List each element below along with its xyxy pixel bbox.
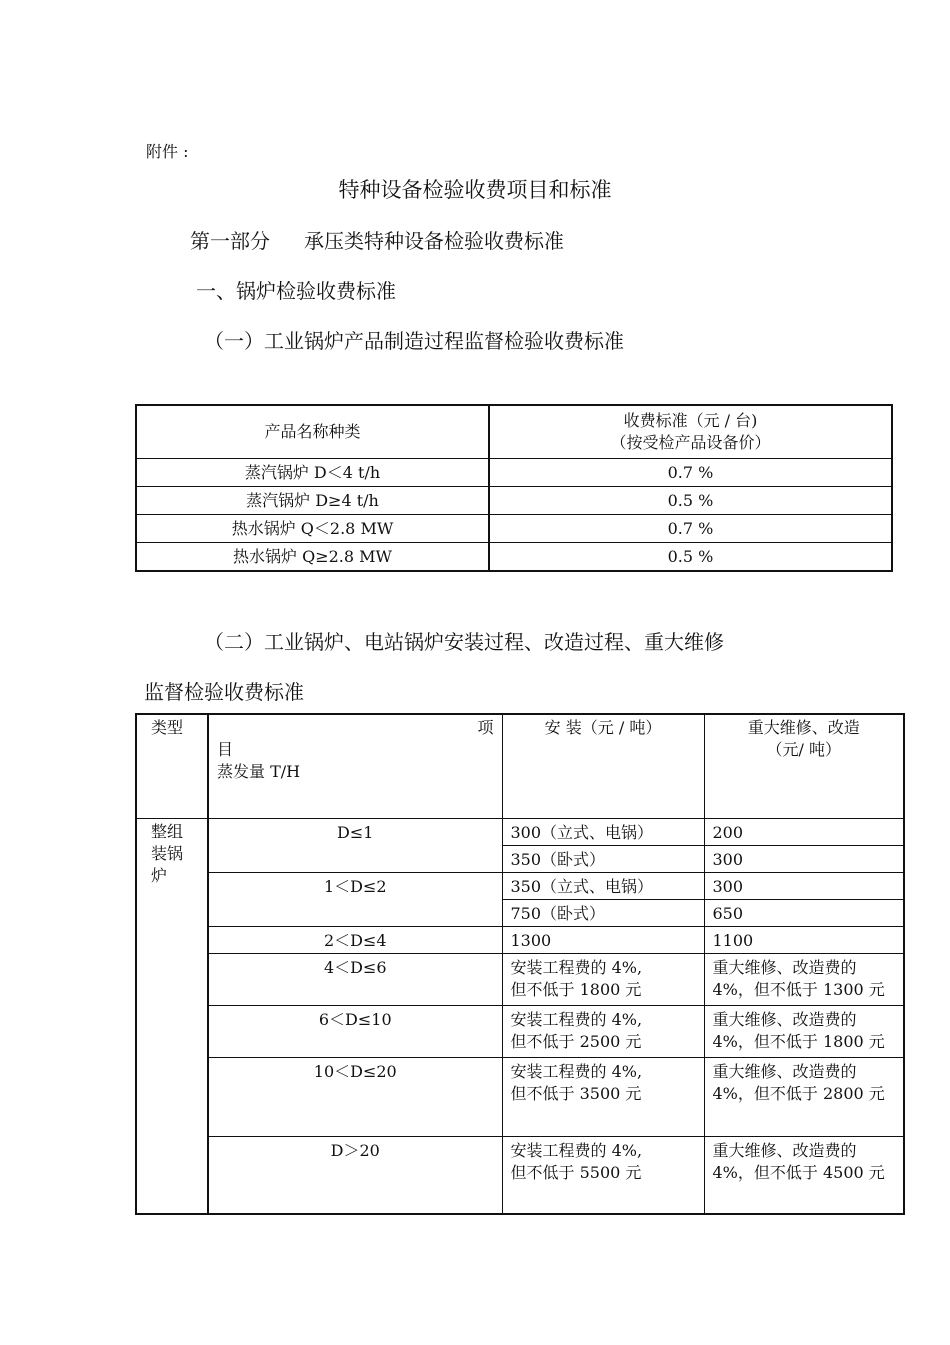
repair-fee-line: 4%，但不低于 1300 元 (712, 979, 885, 999)
repair-fee-line: 重大维修、改造费的 (712, 1009, 857, 1029)
header-fee-standard (489, 405, 892, 459)
repair-fee-cell: 200 (704, 818, 904, 845)
install-fee-line: 安装工程费的 4%, (510, 1140, 643, 1160)
install-fee-cell (502, 1005, 704, 1057)
repair-fee-cell (704, 1057, 904, 1136)
table-row (136, 926, 904, 953)
range-cell: D＞20 (208, 1136, 502, 1214)
table-row (136, 872, 904, 899)
header-repair (704, 714, 904, 818)
header-repair-line2: （元/ 吨） (766, 740, 841, 759)
fee-cell: 0.7 % (489, 515, 892, 543)
repair-fee-cell (704, 1005, 904, 1057)
fee-cell: 0.5 % (489, 487, 892, 515)
header-repair-line1: 重大维修、改造 (747, 718, 860, 737)
repair-fee-line: 4%，但不低于 4500 元 (712, 1162, 885, 1182)
product-name-cell: 蒸汽锅炉 D≥4 t/h (136, 487, 489, 515)
install-fee-cell: 750（卧式） (502, 899, 704, 926)
install-fee-cell: 300（立式、电锅） (502, 818, 704, 845)
install-fee-line: 安装工程费的 4%, (510, 1061, 643, 1081)
table-row (136, 1057, 904, 1136)
repair-fee-cell (704, 1136, 904, 1214)
table-row (136, 818, 904, 845)
install-fee-line: 安装工程费的 4%, (510, 957, 643, 977)
table-row (136, 543, 892, 572)
repair-fee-line: 4%，但不低于 1800 元 (712, 1031, 885, 1051)
part-heading (190, 225, 564, 254)
range-cell: 2＜D≤4 (208, 926, 502, 953)
repair-fee-line: 重大维修、改造费的 (712, 1061, 857, 1081)
product-name-cell: 蒸汽锅炉 D＜4 t/h (136, 459, 489, 487)
header-product-name: 产品名称种类 (136, 405, 489, 459)
header-type: 类型 (136, 714, 208, 818)
header-item (208, 714, 502, 818)
table-row (136, 1005, 904, 1057)
repair-fee-line: 重大维修、改造费的 (712, 957, 857, 977)
type-integral-boiler (136, 818, 208, 1214)
repair-fee-cell: 300 (704, 872, 904, 899)
install-fee-line: 但不低于 2500 元 (510, 1031, 642, 1051)
range-cell: 10＜D≤20 (208, 1057, 502, 1136)
repair-fee-line: 重大维修、改造费的 (712, 1140, 857, 1160)
range-cell: 1＜D≤2 (208, 872, 502, 926)
table-row (136, 487, 892, 515)
type-label-line: 炉 (151, 865, 168, 885)
range-cell: 4＜D≤6 (208, 953, 502, 1005)
repair-fee-cell: 300 (704, 845, 904, 872)
repair-fee-cell: 1100 (704, 926, 904, 953)
attachment-label: 附件 : (146, 142, 189, 161)
table-row (136, 953, 904, 1005)
subsection-heading-installation-cont: 监督检验收费标准 (144, 680, 304, 704)
table-row (136, 459, 892, 487)
range-cell: D≤1 (208, 818, 502, 872)
fee-cell: 0.5 % (489, 543, 892, 572)
table-row (136, 515, 892, 543)
install-fee-cell: 350（立式、电锅） (502, 872, 704, 899)
part-label: 第一部分 (190, 229, 270, 253)
header-fee-line2: （按受检产品设备价） (610, 433, 771, 452)
repair-fee-cell: 650 (704, 899, 904, 926)
document-title: 特种设备检验收费项目和标准 (338, 178, 612, 202)
repair-fee-cell (704, 953, 904, 1005)
table-row (136, 1136, 904, 1214)
subsection-heading-manufacture: （一）工业锅炉产品制造过程监督检验收费标准 (204, 329, 624, 353)
fee-cell: 0.7 % (489, 459, 892, 487)
install-fee-line: 但不低于 1800 元 (510, 979, 642, 999)
install-fee-line: 但不低于 5500 元 (510, 1162, 642, 1182)
header-item-bottom: 蒸发量 T/H (217, 762, 301, 781)
product-name-cell: 热水锅炉 Q＜2.8 MW (136, 515, 489, 543)
header-item-mid: 目 (217, 740, 234, 759)
manufacture-fee-table (135, 404, 893, 572)
header-install: 安 装（元 / 吨） (502, 714, 704, 818)
installation-fee-table (135, 713, 905, 1215)
install-fee-cell (502, 1136, 704, 1214)
header-item-top: 项 (477, 718, 494, 737)
type-label-line: 整组 (151, 821, 184, 841)
install-fee-cell: 350（卧式） (502, 845, 704, 872)
install-fee-line: 安装工程费的 4%, (510, 1009, 643, 1029)
repair-fee-line: 4%，但不低于 2800 元 (712, 1083, 885, 1103)
header-fee-line1: 收费标准（元 / 台) (623, 411, 758, 430)
section-heading-boiler: 一、锅炉检验收费标准 (196, 279, 396, 303)
install-fee-line: 但不低于 3500 元 (510, 1083, 642, 1103)
subsection-heading-installation: （二）工业锅炉、电站锅炉安装过程、改造过程、重大维修 (204, 630, 724, 654)
range-cell: 6＜D≤10 (208, 1005, 502, 1057)
product-name-cell: 热水锅炉 Q≥2.8 MW (136, 543, 489, 572)
install-fee-cell: 1300 (502, 926, 704, 953)
install-fee-cell (502, 953, 704, 1005)
install-fee-cell (502, 1057, 704, 1136)
part-name: 承压类特种设备检验收费标准 (304, 229, 564, 253)
type-label-line: 装锅 (151, 843, 184, 863)
